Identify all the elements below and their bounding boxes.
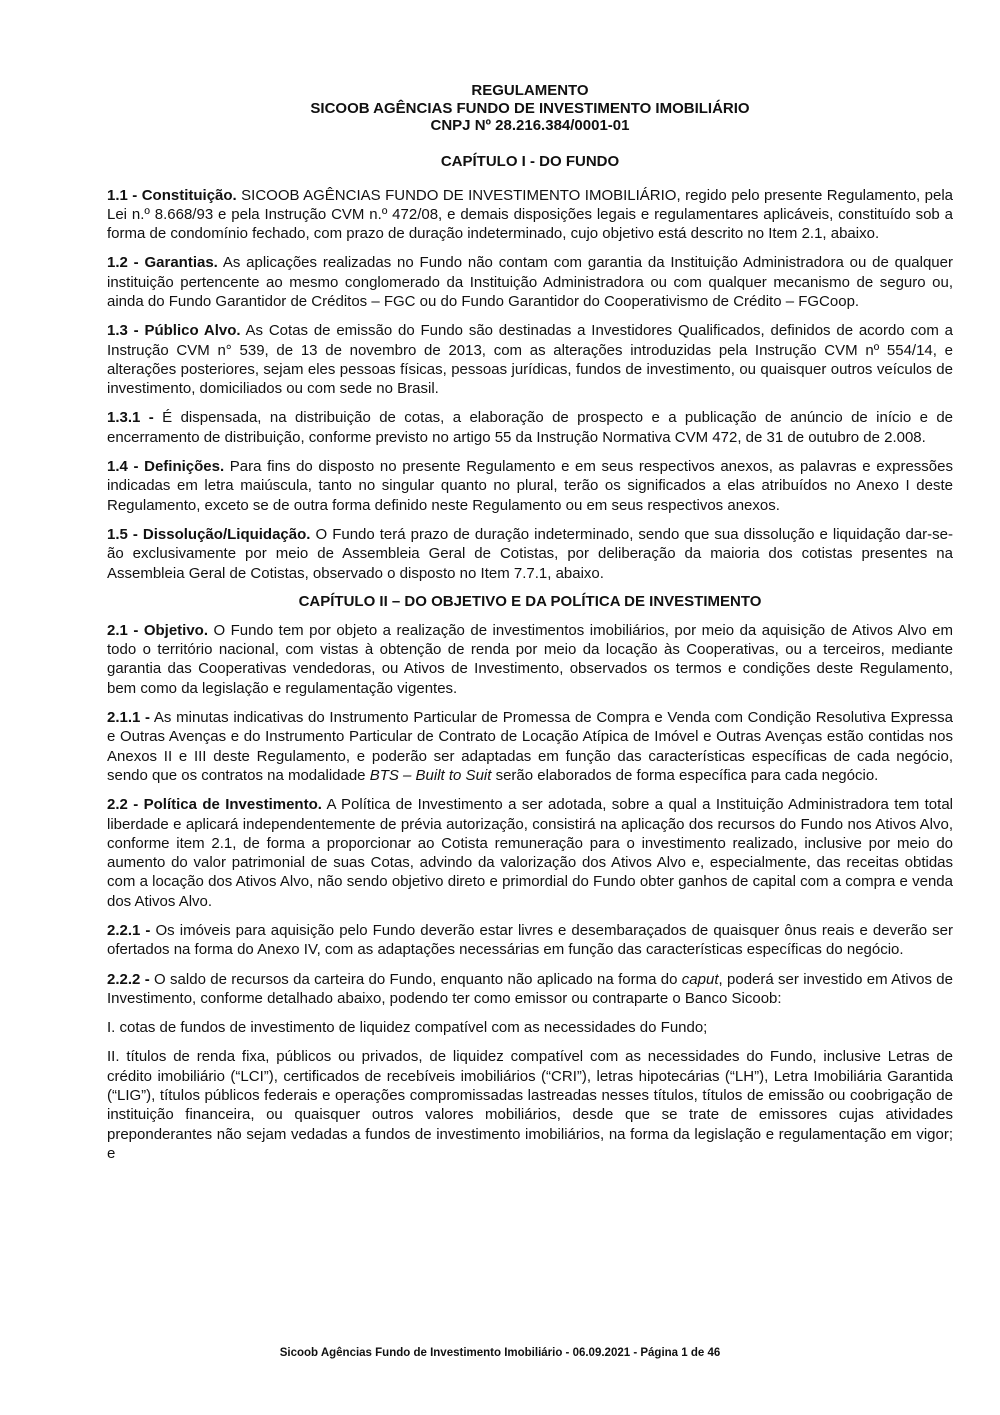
document-header	[107, 82, 953, 135]
page-footer: Sicoob Agências Fundo de Investimento Imobiliário - 06.09.2021 - Página 1 de 46	[279, 1347, 721, 1359]
section-2-1-1-heading: 2.1.1 -	[107, 709, 151, 727]
section-2-2-2-text-a: O saldo de recursos da carteira do Fundo, enquanto não aplicado na forma do	[149, 970, 682, 988]
section-2-2-heading: 2.2 - Política de Investimento.	[107, 796, 322, 814]
cnpj: CNPJ Nº 28.216.384/0001-01	[430, 117, 630, 134]
section-2-2-2-italic: caput	[681, 970, 719, 988]
section-1-2-heading: 1.2 - Garantias.	[107, 254, 218, 272]
section-1-3-1-text: É dispensada, na distribuição de cotas, a elaboração de prospecto e a publicação de anúncio de início e de encerramento de distribuição, conforme previsto no artigo 55 da Instrução Normativa CVM 472, de 31 de outubro de 2.008.	[107, 409, 954, 446]
doc-title: REGULAMENTO	[471, 82, 589, 99]
fund-name: SICOOB AGÊNCIAS FUNDO DE INVESTIMENTO IMOBILIÁRIO	[310, 99, 750, 117]
section-1-2	[107, 253, 953, 311]
section-1-1	[107, 186, 953, 244]
list-item-i: I. cotas de fundos de investimento de liquidez compatível com as necessidades do Fundo;	[107, 1019, 708, 1037]
section-2-1-heading: 2.1 - Objetivo.	[107, 621, 208, 639]
section-1-4-text: Para fins do disposto no presente Regulamento e em seus respectivos anexos, as palavras e expressões indicadas em letra maiúscula, tanto no singular quanto no plural, terão os significados a elas atribuídos no Anexo I deste Regulamento, exceto se de outra forma definido neste Regulamento ou em seus respectivos anexos.	[107, 458, 953, 514]
section-1-3-heading: 1.3 - Público Alvo.	[107, 322, 241, 340]
chapter-2-title: CAPÍTULO II – DO OBJETIVO E DA POLÍTICA DE INVESTIMENTO	[298, 592, 762, 610]
section-1-5	[107, 525, 953, 583]
section-2-1-text: O Fundo tem por objeto a realização de investimentos imobiliários, por meio da aquisição de Ativos Alvo em todo o território nacional, com vistas à obtenção de renda por meio da locação às Cooperativas, ou a terceiros, mediante garantia das Cooperativas vendedoras, ou Ativos de Investimento, observados os termos e condições deste Regulamento, bem como da legislação e regulamentação vigentes.	[107, 621, 953, 697]
section-1-3-1-heading: 1.3.1 -	[107, 409, 154, 427]
section-1-5-heading: 1.5 - Dissolução/Liquidação.	[107, 525, 311, 543]
section-2-1-1-text-a: As minutas indicativas do Instrumento Particular de Promessa de Compra e Venda com Condição Resolutiva Expressa e Outras Avenças e do Instrumento Particular de Contrato de Locação Atípica de Imóvel e Outras Avenças estão contidas nos Anexos II e III deste Regulamento, e poderão ser adaptadas em função das características específicas de cada negócio, sendo que os contratos na modalidade	[107, 709, 954, 784]
section-1-5-text: O Fundo terá prazo de duração indeterminado, sendo que sua dissolução e liquidação dar-se-ão exclusivamente por meio de Assembleia Geral de Cotistas, por deliberação da maioria dos cotistas presentes na Assembleia Geral de Cotistas, observado o disposto no Item 7.7.1, abaixo.	[107, 525, 953, 582]
section-2-1-1-text-b: serão elaborados de forma específica para cada negócio.	[491, 766, 879, 784]
chapter-1-title: CAPÍTULO I - DO FUNDO	[440, 152, 620, 170]
section-1-1-heading: 1.1 - Constituição.	[107, 186, 237, 204]
section-2-2-1-heading: 2.2.1 -	[107, 922, 151, 939]
section-1-4-heading: 1.4 - Definições.	[107, 458, 225, 476]
section-1-3	[107, 321, 953, 398]
section-2-2	[107, 795, 953, 911]
section-2-2-1-text: Os imóveis para aquisição pelo Fundo deverão estar livres e desembaraçados de quaisquer ônus reais e deverão ser ofertados na forma do Anexo IV, com as adaptações necessárias em função das características específicas do negócio.	[107, 922, 953, 959]
section-1-1-text: SICOOB AGÊNCIAS FUNDO DE INVESTIMENTO IMOBILIÁRIO, regido pelo presente Regulamento, pela Lei n.º 8.668/93 e pela Instrução CVM n.º 472/08, e demais disposições legais e regulamentares aplicáveis, constituído sob a forma de condomínio fechado, com prazo de duração indeterminado, cujo objetivo está descrito no Item 2.1, abaixo.	[107, 186, 953, 243]
section-1-4	[107, 457, 953, 515]
section-1-3-1	[107, 408, 953, 447]
section-2-2-2-heading: 2.2.2 -	[107, 970, 150, 988]
section-1-2-text: As aplicações realizadas no Fundo não contam com garantia da Instituição Administradora ou de qualquer instituição pertencente ao mesmo conglomerado da Instituição Administradora ou com qualquer mecanismo de seguro ou, ainda do Fundo Garantidor de Créditos – FGC ou do Fundo Garantidor do Cooperativismo de Crédito – FGCoop.	[107, 254, 953, 310]
section-2-2-text: A Política de Investimento a ser adotada, sobre a qual a Instituição Administradora tem total liberdade e aplicará independentemente de prévia autorização, consistirá na aplicação dos recursos do Fundo nos Ativos Alvo, conforme item 2.1, de forma a proporcionar ao Cotista remuneração para o investimento realizado, inclusive por meio do aumento do valor patrimonial de suas Cotas, advindo da valorização dos Ativos Alvo e, especialmente, das receitas obtidas com a locação dos Ativos Alvo, não sendo objetivo direto e primordial do Fundo obter ganhos de capital com a compra e venda dos Ativos Alvo.	[107, 796, 953, 910]
section-2-1-1-italic: BTS – Built to Suit	[369, 766, 492, 784]
section-2-1-1	[107, 708, 953, 785]
section-2-2-2	[107, 970, 953, 1009]
section-2-1	[107, 621, 953, 698]
section-1-3-text: As Cotas de emissão do Fundo são destinadas a Investidores Qualificados, definidos de acordo com a Instrução CVM n° 539, de 13 de novembro de 2013, com as alterações introduzidas pela Instrução CVM nº 554/14, e alterações posteriores, sejam eles pessoas físicas, pessoas jurídicas, fundos de investimento, ou quaisquer outros veículos de investimento, domiciliados ou com sede no Brasil.	[107, 322, 953, 398]
list-item-ii: II. títulos de renda fixa, públicos ou privados, de liquidez compatível com as necessidades do Fundo, inclusive Letras de crédito imobiliário (“LCI”), certificados de recebíveis imobiliários (“CRI”), letras hipotecárias (“LH”), Letra Imobiliária Garantida (“LIG”), títulos públicos federais e operações compromissadas lastreadas nesses títulos, títulos de emissão ou coobrigação de instituição financeira, ou quaisquer outros valores mobiliários, desde que se trate de emissores cujas atividades preponderantes não sejam vedadas a fundos de investimento imobiliários, na forma da legislação e regulamentação em vigor; e	[107, 1048, 953, 1162]
section-2-2-1	[107, 921, 953, 960]
section-2-2-2-text-b: , poderá ser investido em Ativos de Investimento, conforme detalhado abaixo, podendo ter como emissor ou contraparte o Banco Sicoob:	[107, 970, 953, 1007]
document-page	[107, 82, 953, 1163]
